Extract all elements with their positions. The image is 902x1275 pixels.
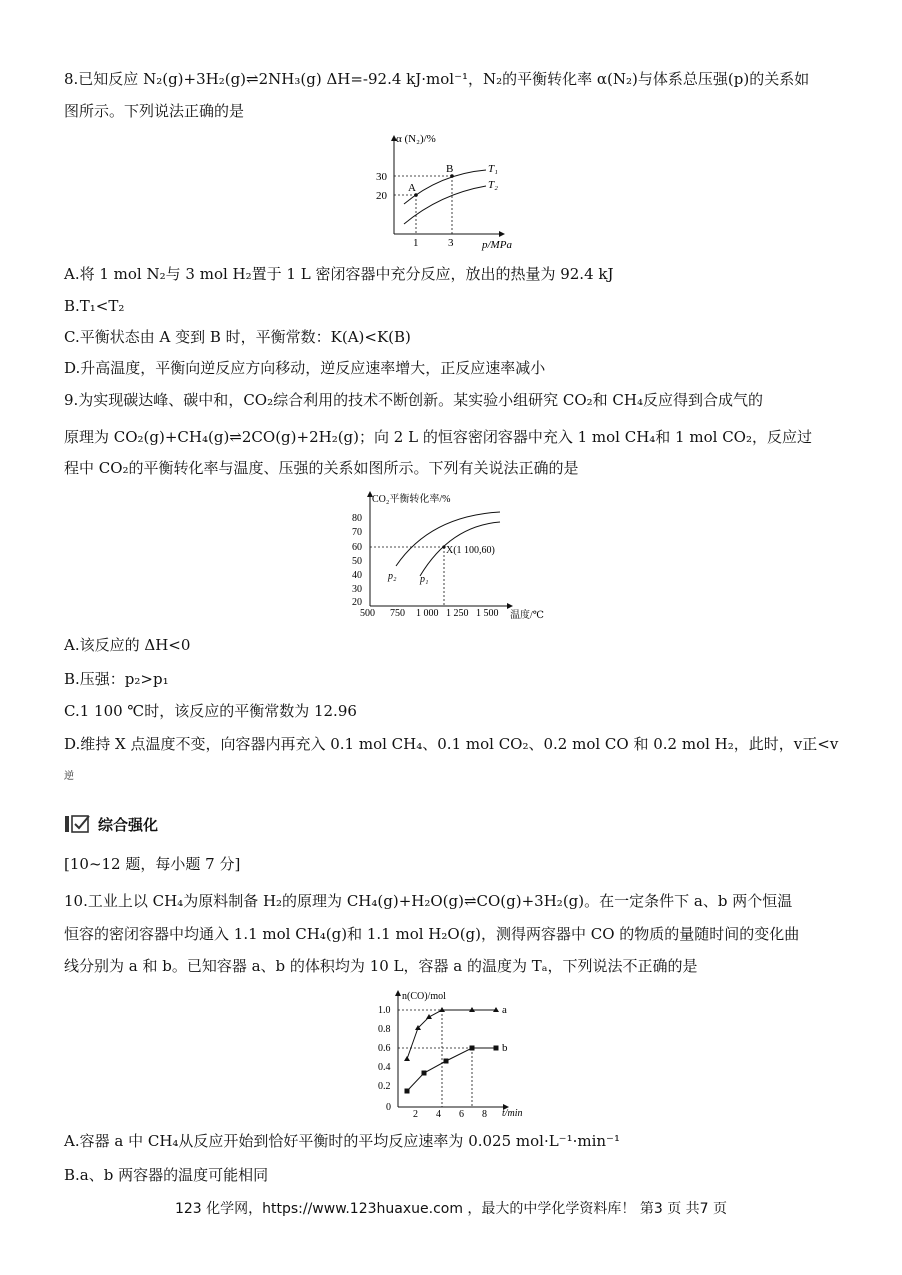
q10-ytick-1.0: 1.0 xyxy=(378,1005,391,1016)
q9-ytick-20: 20 xyxy=(352,597,362,608)
q9-ytick-30: 30 xyxy=(352,584,362,595)
q8-y-axis-label: α (N₂)/% xyxy=(396,133,436,145)
section-note: [10~12 题，每小题 7 分] xyxy=(64,855,241,873)
q9-xtick-750: 750 xyxy=(390,608,405,619)
section-title: 综合强化 xyxy=(98,815,159,834)
q8-point-a-label: A xyxy=(408,182,416,194)
q10-ytick-0.6: 0.6 xyxy=(378,1043,391,1054)
q10-option-b: B.a、b 两容器的温度可能相同 xyxy=(64,1166,269,1184)
q10-series-a-label: a xyxy=(502,1004,507,1016)
q10-xtick-8: 8 xyxy=(482,1109,487,1120)
q8-ytick-20: 20 xyxy=(376,190,387,202)
q10-xtick-4: 4 xyxy=(436,1109,441,1120)
q9-y-axis-label: CO₂平衡转化率/% xyxy=(372,494,451,505)
q9-ytick-70: 70 xyxy=(352,527,362,538)
q9-option-b: B.压强：p₂>p₁ xyxy=(64,670,169,688)
q10-stem-line-3: 线分别为 a 和 b。已知容器 a、b 的体积均为 10 L，容器 a 的温度为 Tₐ，下列说法不正确的是 xyxy=(64,957,698,975)
q9-figure xyxy=(350,490,560,626)
section-heading xyxy=(64,812,158,836)
q9-x-axis-label: 温度/℃ xyxy=(510,610,544,621)
q10-xtick-2: 2 xyxy=(413,1109,418,1120)
q9-curve-p1-label: p₁ xyxy=(420,574,429,585)
q8-curve-t2-label: T₂ xyxy=(488,179,498,191)
q9-option-d-wrap: 逆 xyxy=(64,771,74,782)
q9-ytick-60: 60 xyxy=(352,542,362,553)
q8-option-b: B.T₁<T₂ xyxy=(64,297,125,315)
q10-stem-line-1: 10.工业上以 CH₄为原料制备 H₂的原理为 CH₄(g)+H₂O(g)⇌CO(g)+3H₂(g)。在一定条件下 a、b 两个恒温 xyxy=(64,892,793,910)
q10-marker-b-3 xyxy=(444,1059,449,1064)
q9-xtick-1250: 1 250 xyxy=(446,608,469,619)
q9-xtick-1500: 1 500 xyxy=(476,608,499,619)
q8-point-b-label: B xyxy=(446,163,454,175)
q10-stem-line-2: 恒容的密闭容器中均通入 1.1 mol CH₄(g)和 1.1 mol H₂O(g)，测得两容器中 CO 的物质的量随时间的变化曲 xyxy=(64,925,800,943)
q10-marker-a-3 xyxy=(426,1014,432,1019)
q10-ytick-0: 0 xyxy=(386,1102,391,1113)
q9-ytick-80: 80 xyxy=(352,513,362,524)
q10-ytick-0.8: 0.8 xyxy=(378,1024,391,1035)
q8-x-axis-label: p/MPa xyxy=(482,239,512,251)
q10-xtick-6: 6 xyxy=(459,1109,464,1120)
q9-option-c: C.1 100 ℃时，该反应的平衡常数为 12.96 xyxy=(64,702,357,720)
q9-stem-line-1: 9.为实现碳达峰、碳中和，CO₂综合利用的技术不断创新。某实验小组研究 CO₂和 CH₄反应得到合成气的 xyxy=(64,391,763,409)
q8-figure xyxy=(370,130,530,252)
q9-stem-line-2: 原理为 CO₂(g)+CH₄(g)⇌2CO(g)+2H₂(g)；向 2 L 的恒容密闭容器中充入 1 mol CH₄和 1 mol CO₂，反应过 xyxy=(64,428,812,446)
q8-option-a: A.将 1 mol N₂与 3 mol H₂置于 1 L 密闭容器中充分反应，放出的热量为 92.4 kJ xyxy=(64,265,614,283)
q10-y-axis-label: n(CO)/mol xyxy=(402,991,446,1002)
q10-series-b-line xyxy=(407,1048,496,1091)
q9-curve-p2 xyxy=(396,512,500,566)
q8-xtick-3: 3 xyxy=(448,237,454,249)
q10-marker-b-2 xyxy=(422,1071,427,1076)
q9-xtick-1000: 1 000 xyxy=(416,608,439,619)
q10-option-a: A.容器 a 中 CH₄从反应开始到恰好平衡时的平均反应速率为 0.025 mol·L⁻¹·min⁻¹ xyxy=(64,1132,620,1150)
q9-ytick-40: 40 xyxy=(352,570,362,581)
q9-ytick-50: 50 xyxy=(352,556,362,567)
q8-stem-line-2: 图所示。下列说法正确的是 xyxy=(64,102,245,120)
q10-marker-b-5 xyxy=(494,1046,499,1051)
q10-x-axis-label: t/min xyxy=(502,1108,523,1119)
q9-point-x-label: X(1 100,60) xyxy=(446,545,495,556)
q8-xtick-1: 1 xyxy=(413,237,419,249)
q8-stem-line-1: 8.已知反应 N₂(g)+3H₂(g)⇌2NH₃(g) ΔH=-92.4 kJ·mol⁻¹，N₂的平衡转化率 α(N₂)与体系总压强(p)的关系如 xyxy=(64,70,810,88)
q10-ytick-0.2: 0.2 xyxy=(378,1081,391,1092)
checklist-icon xyxy=(64,814,92,834)
q8-curve-t1-label: T₁ xyxy=(488,163,498,175)
q10-marker-b-1 xyxy=(405,1089,410,1094)
q8-ytick-30: 30 xyxy=(376,171,387,183)
q9-option-d: D.维持 X 点温度不变，向容器内再充入 0.1 mol CH₄、0.1 mol CO₂、0.2 mol CO 和 0.2 mol H₂，此时，v正<v xyxy=(64,735,839,753)
q10-series-a-line xyxy=(407,1010,496,1059)
q9-xtick-500: 500 xyxy=(360,608,375,619)
q10-marker-a-1 xyxy=(404,1056,410,1061)
q8-option-c: C.平衡状态由 A 变到 B 时，平衡常数：K(A)<K(B) xyxy=(64,328,411,346)
q9-stem-line-3: 程中 CO₂的平衡转化率与温度、压强的关系如图所示。下列有关说法正确的是 xyxy=(64,459,579,477)
q9-curve-p2-label: p₂ xyxy=(388,571,397,582)
q9-option-a: A.该反应的 ΔH<0 xyxy=(64,636,191,654)
q10-series-b-label: b xyxy=(502,1042,508,1054)
q10-figure xyxy=(370,987,540,1122)
q10-marker-b-4 xyxy=(470,1046,475,1051)
page-footer: 123 化学网，https://www.123huaxue.com ，最大的中学化学资料库！ 第3 页 共7 页 xyxy=(174,1201,728,1217)
q10-ytick-0.4: 0.4 xyxy=(378,1062,391,1073)
q8-option-d: D.升高温度，平衡向逆反应方向移动，逆反应速率增大，正反应速率减小 xyxy=(64,359,546,377)
